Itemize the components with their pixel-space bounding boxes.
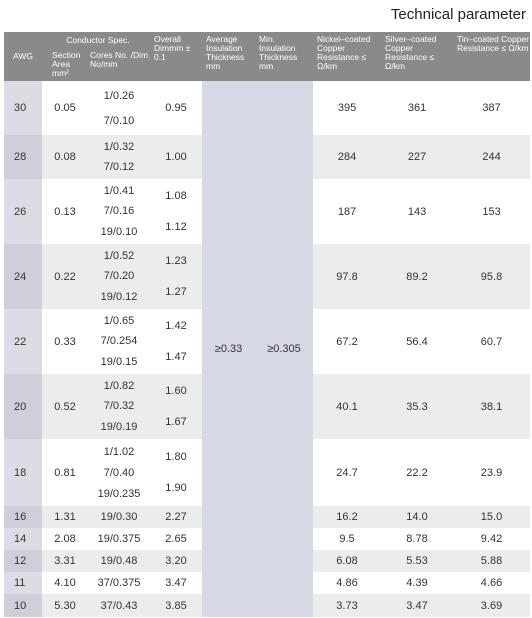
dim-value: 1.47	[165, 350, 187, 363]
cores-value: 1/1.02	[103, 445, 135, 458]
dim-value: 1.00	[165, 151, 187, 163]
cores-value: 19/0.15	[100, 355, 138, 368]
cores-value: 1/0.41	[103, 185, 135, 198]
cell-section-area: 2.08	[54, 533, 76, 545]
cores-value: 7/0.254	[100, 335, 138, 348]
cores-value: 19/0.375	[97, 533, 141, 545]
cell-nickel-resistance: 284	[313, 135, 381, 179]
cell-avg-insulation: ≥0.33	[202, 81, 255, 617]
cell-awg: 28	[4, 135, 42, 179]
dim-value: 1.23	[165, 255, 187, 268]
cores-value: 19/0.48	[100, 555, 138, 567]
cell-overall-dim	[150, 135, 202, 179]
cell-section-area: 0.81	[54, 466, 76, 479]
table-body	[4, 81, 530, 617]
cell-cores	[88, 135, 150, 179]
cell-silver-resistance: 3.47	[381, 594, 453, 617]
cell-tin-resistance: 3.69	[453, 594, 530, 617]
cell-cores	[88, 81, 150, 135]
cell-overall-dim	[150, 550, 202, 572]
dim-value: 3.47	[165, 577, 187, 589]
header-section-area: Section Area mm²	[42, 51, 88, 81]
cell-nickel-resistance: 6.08	[313, 550, 381, 572]
cell-tin-resistance: 153	[482, 205, 501, 218]
cell-overall-dim	[150, 244, 202, 309]
cell-tin-resistance: 4.66	[480, 577, 503, 589]
header-avg-insulation: Average Insulation Thickness mm	[202, 32, 255, 81]
cores-value: 19/0.10	[100, 225, 138, 238]
technical-parameter-table	[4, 32, 530, 617]
cell-section-area: 0.22	[42, 244, 88, 309]
cell-cores	[88, 528, 150, 550]
cores-value: 19/0.19	[100, 420, 138, 433]
cell-nickel-resistance: 9.5	[339, 533, 355, 545]
cell-nickel-resistance: 16.2	[313, 506, 381, 528]
cell-overall-dim	[150, 594, 202, 617]
cell-silver-resistance: 143	[407, 205, 427, 218]
cell-overall-dim	[150, 309, 202, 374]
cell-overall-dim	[150, 374, 202, 439]
cell-nickel-resistance: 40.1	[313, 374, 381, 439]
cell-section-area: 0.33	[54, 335, 76, 348]
header-tin-resistance: Tin–coated Copper Resistance ≤ Ω/km	[453, 32, 530, 81]
cell-awg: 10	[4, 594, 42, 617]
cell-section-area: 4.10	[54, 577, 76, 589]
cell-silver-resistance: 14.0	[381, 506, 453, 528]
cell-awg: 11	[4, 572, 42, 594]
cell-overall-dim	[150, 528, 202, 550]
cores-value: 1/0.52	[103, 250, 135, 263]
cell-awg: 12	[4, 550, 42, 572]
cell-silver-resistance: 5.53	[381, 550, 453, 572]
cell-min-insulation: ≥0.305	[255, 81, 313, 617]
cell-overall-dim	[150, 439, 202, 506]
cores-value: 7/0.32	[103, 400, 135, 413]
dim-value: 1.12	[165, 220, 187, 233]
page-title: Technical parameter	[390, 6, 526, 23]
cell-section-area: 1.31	[42, 506, 88, 528]
cores-value: 1/0.32	[103, 141, 135, 153]
dim-value: 1.90	[165, 482, 187, 495]
table-row	[4, 81, 530, 135]
cell-cores	[88, 439, 150, 506]
cores-value: 19/0.235	[97, 487, 141, 500]
cell-cores	[88, 309, 150, 374]
cell-section-area: 0.13	[54, 205, 76, 218]
dim-value: 1.27	[165, 285, 187, 298]
cell-tin-resistance: 5.88	[453, 550, 530, 572]
header-cores-no: Cores No. /Dim No/mm	[88, 51, 150, 81]
cell-silver-resistance: 22.2	[406, 466, 428, 479]
cores-value: 1/0.82	[103, 380, 135, 393]
cell-nickel-resistance: 97.8	[313, 244, 381, 309]
cell-section-area: 5.30	[42, 594, 88, 617]
cell-cores	[88, 594, 150, 617]
cell-section-area: 0.05	[54, 102, 76, 114]
cell-section-area: 0.52	[42, 374, 88, 439]
header-awg: AWG	[4, 32, 42, 81]
cell-nickel-resistance: 395	[337, 102, 357, 114]
dim-value: 1.42	[165, 320, 187, 333]
cell-nickel-resistance: 4.86	[336, 577, 358, 589]
cell-cores	[88, 572, 150, 594]
dim-value: 1.80	[165, 450, 187, 463]
cell-overall-dim	[150, 81, 202, 135]
cell-tin-resistance: 387	[482, 102, 501, 114]
dim-value: 1.60	[165, 385, 187, 398]
cores-value: 7/0.12	[103, 161, 135, 173]
cell-overall-dim	[150, 179, 202, 244]
dim-value: 2.27	[165, 511, 187, 523]
cell-silver-resistance: 4.39	[406, 577, 428, 589]
header-conductor-spec: Conductor Spec.	[42, 32, 150, 51]
cores-value: 7/0.20	[103, 270, 135, 283]
header-overall-dim: Overall Dimmm ± 0.1	[150, 32, 202, 81]
cell-nickel-resistance: 187	[337, 205, 357, 218]
cell-overall-dim	[150, 506, 202, 528]
header-min-insulation: Min. Insulation Thickness mm	[255, 32, 313, 81]
cell-awg: 26	[4, 179, 42, 244]
cell-overall-dim	[150, 572, 202, 594]
cell-awg: 24	[4, 244, 42, 309]
cell-nickel-resistance: 24.7	[336, 466, 358, 479]
cell-tin-resistance: 23.9	[480, 466, 503, 479]
cell-awg: 14	[4, 528, 42, 550]
header-silver-resistance: Silver–coated Copper Resistance ≤ Ω/km	[381, 32, 453, 81]
dim-value: 2.65	[165, 533, 187, 545]
cell-silver-resistance: 56.4	[406, 335, 428, 348]
cell-nickel-resistance: 67.2	[336, 335, 358, 348]
cores-value: 37/0.43	[100, 599, 138, 612]
cell-tin-resistance: 9.42	[480, 533, 503, 545]
cell-cores	[88, 179, 150, 244]
cores-value: 1/0.65	[103, 315, 135, 328]
cores-value: 7/0.40	[103, 466, 135, 479]
cores-value: 19/0.30	[100, 511, 138, 523]
cell-cores	[88, 506, 150, 528]
cell-cores	[88, 550, 150, 572]
cell-silver-resistance: 361	[407, 102, 427, 114]
cores-value: 7/0.16	[103, 205, 135, 218]
cell-tin-resistance: 38.1	[453, 374, 530, 439]
cores-value: 37/0.375	[97, 577, 141, 589]
cell-awg: 22	[4, 309, 42, 374]
cell-tin-resistance: 244	[453, 135, 530, 179]
cell-tin-resistance: 60.7	[480, 335, 503, 348]
cores-value: 19/0.12	[100, 290, 138, 303]
cell-cores	[88, 244, 150, 309]
cell-awg: 16	[4, 506, 42, 528]
cell-nickel-resistance: 3.73	[313, 594, 381, 617]
cell-awg: 20	[4, 374, 42, 439]
dim-value: 1.67	[165, 415, 187, 428]
cell-silver-resistance: 35.3	[381, 374, 453, 439]
cell-tin-resistance: 15.0	[453, 506, 530, 528]
header-nickel-resistance: Nickel–coated Copper Resistance ≤ Ω/km	[313, 32, 381, 81]
cell-silver-resistance: 89.2	[381, 244, 453, 309]
cell-awg: 30	[4, 81, 42, 135]
cell-silver-resistance: 8.78	[406, 533, 428, 545]
cell-silver-resistance: 227	[381, 135, 453, 179]
cell-cores	[88, 374, 150, 439]
cell-section-area: 0.08	[42, 135, 88, 179]
cell-section-area: 3.31	[42, 550, 88, 572]
dim-value: 3.85	[165, 599, 187, 612]
dim-value: 0.95	[165, 102, 187, 114]
cell-awg: 18	[4, 439, 42, 506]
dim-value: 3.20	[165, 555, 187, 567]
cell-tin-resistance: 95.8	[453, 244, 530, 309]
dim-value: 1.08	[165, 190, 187, 203]
cores-value: 7/0.10	[103, 114, 135, 127]
cores-value: 1/0.26	[103, 89, 135, 102]
